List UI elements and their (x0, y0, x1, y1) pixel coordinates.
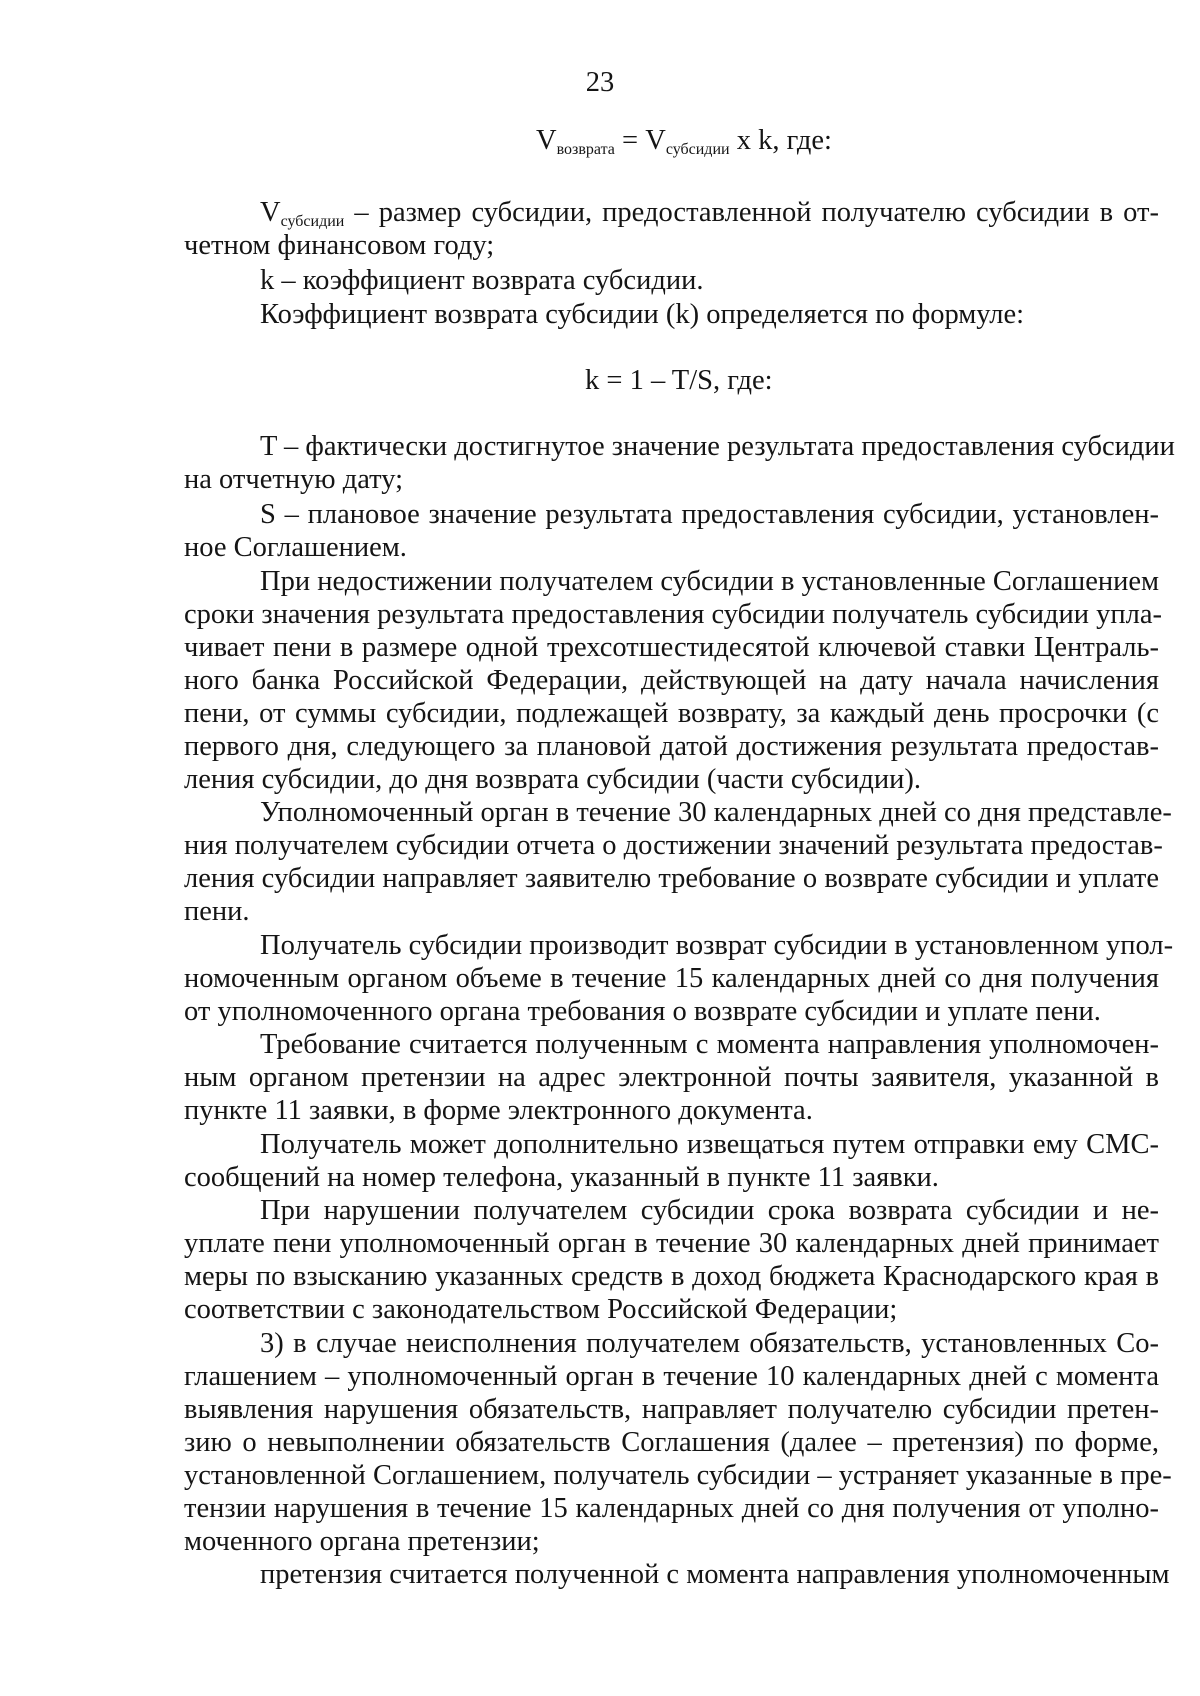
formula-coefficient: k = 1 – T/S, где: (585, 365, 773, 396)
paragraph-violation-line: уплате пени уполномоченный орган в течение 30 календарных дней принимает (184, 1228, 1159, 1259)
paragraph-item3-line: тензии нарушения в течение 15 календарных дней со дня получения от уполно- (184, 1493, 1159, 1524)
paragraph-authority-line: ния получателем субсидии отчета о достижении значений результата предостав- (184, 830, 1163, 861)
paragraph-penalty-line: сроки значения результата предоставления субсидии получатель субсидии упла- (184, 599, 1162, 630)
paragraph-claim-line: претензия считается полученной с момента направления уполномоченным (260, 1559, 1170, 1590)
paragraph-violation-line: соответствии с законодательством Российской Федерации; (184, 1294, 898, 1325)
coefficient-intro: Коэффициент возврата субсидии (k) определяется по формуле: (260, 299, 1025, 330)
page-number: 23 (585, 67, 615, 98)
paragraph-sms-line: Получатель может дополнительно извещаться путем отправки ему СМС- (260, 1129, 1159, 1160)
paragraph-item3-line: зию о невыполнении обязательств Соглашения (далее – претензия) по форме, (184, 1427, 1159, 1458)
definition-s-line: ное Соглашением. (184, 532, 407, 563)
paragraph-penalty-line: При недостижении получателем субсидии в установленные Соглашением (260, 566, 1160, 597)
paragraph-requirement-line: Требование считается полученным с момента направления уполномочен- (260, 1029, 1159, 1060)
definition-v-line: четном финансовом году; (184, 230, 495, 261)
definition-t-line: на отчетную дату; (184, 464, 403, 495)
paragraph-penalty-line: ления субсидии, до дня возврата субсидии (части субсидии). (184, 764, 922, 795)
paragraph-violation-line: меры по взысканию указанных средств в доход бюджета Краснодарского края в (184, 1261, 1159, 1292)
paragraph-return-line: от уполномоченного органа требования о возврате субсидии и уплате пени. (184, 996, 1101, 1027)
paragraph-penalty-line: ного банка Российской Федерации, действующей на дату начала начисления (184, 665, 1159, 696)
paragraph-authority-line: ления субсидии направляет заявителю требование о возврате субсидии и уплате (184, 863, 1159, 894)
paragraph-violation-line: При нарушении получателем субсидии срока возврата субсидии и не- (260, 1195, 1159, 1226)
paragraph-penalty-line: первого дня, следующего за плановой датой достижения результата предостав- (184, 731, 1159, 762)
definition-v-line: $V_{субсидии}$ – размер субсидии, предоставленной получателю субсидии в от- (260, 197, 1159, 230)
definition-t-line: T – фактически достигнутое значение результата предоставления субсидии (260, 431, 1175, 462)
paragraph-item3-line: моченного органа претензии; (184, 1526, 540, 1557)
paragraph-penalty-line: пени, от суммы субсидии, подлежащей возврату, за каждый день просрочки (с (184, 698, 1159, 729)
paragraph-item3-line: глашением – уполномоченный орган в течение 10 календарных дней с момента (184, 1361, 1159, 1392)
paragraph-return-line: номоченным органом объеме в течение 15 календарных дней со дня получения (184, 963, 1159, 994)
paragraph-return-line: Получатель субсидии производит возврат субсидии в установленном упол- (260, 930, 1174, 961)
definition-s-line: S – плановое значение результата предоставления субсидии, установлен- (260, 499, 1159, 530)
paragraph-item3-line: 3) в случае неисполнения получателем обязательств, установленных Со- (260, 1328, 1159, 1359)
paragraph-item3-line: выявления нарушения обязательств, направляет получателю субсидии претен- (184, 1394, 1159, 1425)
paragraph-sms-line: сообщений на номер телефона, указанный в пункте 11 заявки. (184, 1162, 939, 1193)
paragraph-requirement-line: ным органом претензии на адрес электронной почты заявителя, указанной в (184, 1062, 1159, 1093)
definition-k: k – коэффициент возврата субсидии. (260, 265, 704, 296)
paragraph-authority-line: пени. (184, 896, 250, 927)
paragraph-requirement-line: пункте 11 заявки, в форме электронного документа. (184, 1095, 813, 1126)
paragraph-penalty-line: чивает пени в размере одной трехсотшестидесятой ключевой ставки Централь- (184, 632, 1159, 663)
paragraph-authority-line: Уполномоченный орган в течение 30 календарных дней со дня представле- (260, 797, 1172, 828)
paragraph-item3-line: установленной Соглашением, получатель субсидии – устраняет указанные в пре- (184, 1460, 1172, 1491)
formula-return-amount: $V_{возврата} = V_{субсидии}$ x k, где: (536, 125, 832, 158)
